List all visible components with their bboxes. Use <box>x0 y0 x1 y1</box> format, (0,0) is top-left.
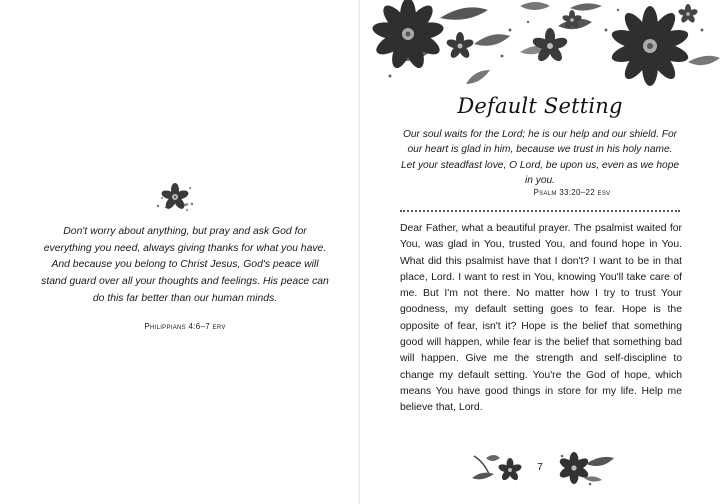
flower-garland-illustration <box>370 0 720 92</box>
prayer-text: Dear Father, what a beautiful prayer. The psalmist waited for You, was glad in You, trusted You, and found hope in You. What did this psalmist have that I don't? I want to be in that place, Lord. I want to rest in You, knowing You'll take care of me. But I'm not there. No matter how I try to trust Your goodness, my default setting goes to fear. Hope is the opposite of fear, isn't it? Hope is the belief that something good will happen, while fear is the belief that something bad will happen. Give me the strength and self-discipline to change my default setting. You're the God of hope, which means You have good things in store for my life. Help me believe that, Lord. <box>400 223 682 414</box>
right-verse-reference <box>400 188 680 197</box>
right-verse-reference-text: Psalm 33:20–22 esv <box>533 188 611 197</box>
page-number: 7 <box>537 462 543 473</box>
dotted-divider <box>400 210 680 212</box>
page-title: Default Setting <box>457 94 623 118</box>
flower-icon <box>152 178 198 216</box>
left-verse-reference: Philippians 4:6–7 erv <box>144 322 226 331</box>
left-verse: Don't worry about anything, but pray and ask God for everything you need, always giving thanks for what you have. And because you belong to Christ Jesus, God's peace will stand guard over all your thoughts and feelings. His peace can do this far better than our human minds. <box>41 226 329 304</box>
right-verse: Our soul waits for the Lord; he is our help and our shield. For our heart is glad in him, because we trust in his holy name. Let your steadfast love, O Lord, be upon us, even as we hope in you. <box>400 129 680 186</box>
